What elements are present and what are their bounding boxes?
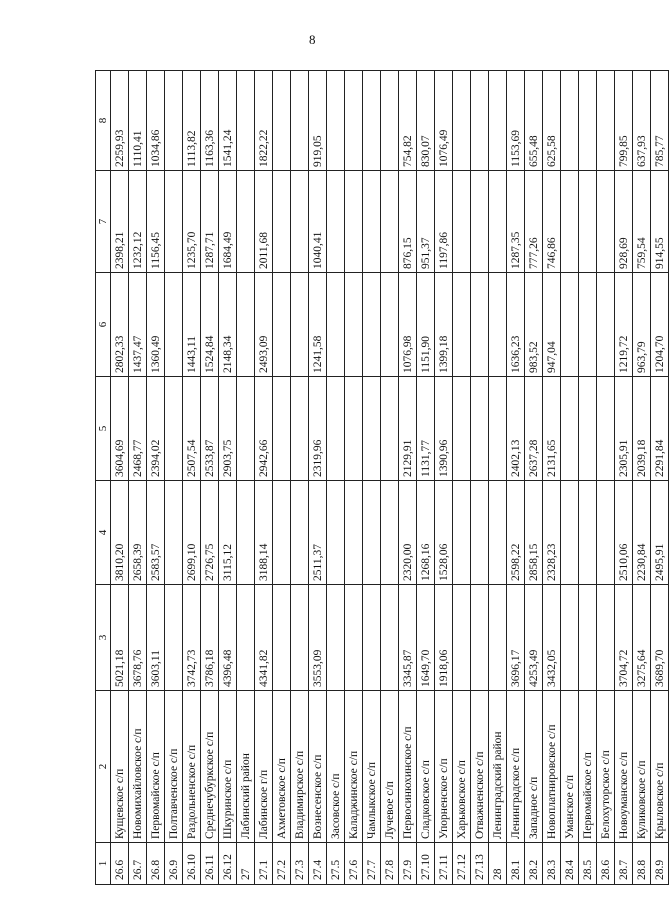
value-cell: 1437,47 (129, 273, 147, 377)
value-cell: 1040,41 (309, 171, 327, 273)
value-cell: 2699,10 (183, 481, 201, 585)
value-cell (561, 273, 579, 377)
value-cell (471, 377, 489, 481)
table-row (633, 71, 651, 885)
value-cell: 1360,49 (147, 273, 165, 377)
value-cell (327, 71, 345, 171)
value-cell (471, 71, 489, 171)
value-cell: 963,79 (633, 273, 651, 377)
table-row (201, 71, 219, 885)
value-cell: 2942,66 (255, 377, 273, 481)
value-cell: 2398,21 (111, 171, 129, 273)
header-cell: 7 (96, 171, 111, 273)
value-cell: 746,86 (543, 171, 561, 273)
value-cell (471, 585, 489, 691)
value-cell: 4253,49 (525, 585, 543, 691)
table-row (417, 71, 435, 885)
row-number-cell: 27.10 (417, 843, 435, 885)
table-row (543, 71, 561, 885)
value-cell: 2011,68 (255, 171, 273, 273)
value-cell: 4341,82 (255, 585, 273, 691)
value-cell: 1684,49 (219, 171, 237, 273)
value-cell (579, 171, 597, 273)
row-number-cell: 28.7 (615, 843, 633, 885)
table-row (615, 71, 633, 885)
value-cell: 785,77 (651, 71, 669, 171)
value-cell (453, 71, 471, 171)
settlement-name-cell: Шкуринское с/п (219, 691, 237, 843)
settlement-name-cell: Среднечубуркское с/п (201, 691, 219, 843)
value-cell: 3810,20 (111, 481, 129, 585)
value-cell (597, 481, 615, 585)
value-cell: 3115,12 (219, 481, 237, 585)
value-cell: 1399,18 (435, 273, 453, 377)
row-number-cell: 27.5 (327, 843, 345, 885)
value-cell (471, 481, 489, 585)
row-number-cell: 26.9 (165, 843, 183, 885)
value-cell: 928,69 (615, 171, 633, 273)
row-number-cell: 27.13 (471, 843, 489, 885)
value-cell: 2148,34 (219, 273, 237, 377)
settlement-name-cell: Новоплатнировское с/п (543, 691, 561, 843)
value-cell (165, 171, 183, 273)
value-cell: 2320,00 (399, 481, 417, 585)
value-cell: 1131,77 (417, 377, 435, 481)
value-cell: 2858,15 (525, 481, 543, 585)
value-cell (273, 71, 291, 171)
value-cell (453, 585, 471, 691)
settlement-name-cell: Чамлыкское с/п (363, 691, 381, 843)
header-cell: 5 (96, 377, 111, 481)
value-cell (363, 273, 381, 377)
row-number-cell: 27.2 (273, 843, 291, 885)
row-number-cell: 27.6 (345, 843, 363, 885)
value-cell (237, 585, 255, 691)
value-cell: 1219,72 (615, 273, 633, 377)
value-cell: 777,26 (525, 171, 543, 273)
page-number: 8 (309, 32, 316, 47)
value-cell: 1918,06 (435, 585, 453, 691)
value-cell: 1287,71 (201, 171, 219, 273)
value-cell (237, 377, 255, 481)
value-cell: 3704,72 (615, 585, 633, 691)
table-row (273, 71, 291, 885)
value-cell: 830,07 (417, 71, 435, 171)
value-cell: 1204,70 (651, 273, 669, 377)
row-number-cell: 27.1 (255, 843, 273, 885)
table-row (453, 71, 471, 885)
value-cell (291, 273, 309, 377)
value-cell (273, 273, 291, 377)
value-cell (165, 377, 183, 481)
value-cell: 1649,70 (417, 585, 435, 691)
row-number-cell: 26.10 (183, 843, 201, 885)
table-row (399, 71, 417, 885)
value-cell (363, 71, 381, 171)
value-cell: 3432,05 (543, 585, 561, 691)
value-cell: 1524,84 (201, 273, 219, 377)
value-cell (597, 585, 615, 691)
value-cell: 1822,22 (255, 71, 273, 171)
value-cell: 2533,87 (201, 377, 219, 481)
value-cell: 1241,58 (309, 273, 327, 377)
value-cell (345, 171, 363, 273)
value-cell: 1163,36 (201, 71, 219, 171)
value-cell: 2305,91 (615, 377, 633, 481)
value-cell (453, 273, 471, 377)
row-number-cell: 27.4 (309, 843, 327, 885)
table-row (129, 71, 147, 885)
value-cell: 2903,75 (219, 377, 237, 481)
value-cell (561, 71, 579, 171)
value-cell: 1034,86 (147, 71, 165, 171)
table-row (183, 71, 201, 885)
settlement-name-cell: Новомихайловское с/п (129, 691, 147, 843)
value-cell (561, 377, 579, 481)
value-cell (327, 273, 345, 377)
value-cell (381, 273, 399, 377)
row-number-cell: 28.1 (507, 843, 525, 885)
table-row (111, 71, 129, 885)
value-cell (363, 171, 381, 273)
value-cell (597, 71, 615, 171)
row-number-cell: 28.8 (633, 843, 651, 885)
row-number-cell: 28.3 (543, 843, 561, 885)
value-cell: 919,05 (309, 71, 327, 171)
value-cell: 1076,98 (399, 273, 417, 377)
value-cell: 3603,11 (147, 585, 165, 691)
value-cell (237, 171, 255, 273)
value-cell (561, 585, 579, 691)
settlement-name-cell: Ленинградский район (489, 691, 507, 843)
value-cell: 1076,49 (435, 71, 453, 171)
value-cell (291, 585, 309, 691)
value-cell: 2129,91 (399, 377, 417, 481)
value-cell: 947,04 (543, 273, 561, 377)
value-cell: 2131,65 (543, 377, 561, 481)
row-number-cell: 27.12 (453, 843, 471, 885)
table-row (579, 71, 597, 885)
header-cell: 1 (96, 843, 111, 885)
table-row (363, 71, 381, 885)
settlement-name-cell: Уманское с/п (561, 691, 579, 843)
settlement-name-cell: Упорненское с/п (435, 691, 453, 843)
table-row (471, 71, 489, 885)
row-number-cell: 26.7 (129, 843, 147, 885)
header-cell: 3 (96, 585, 111, 691)
value-cell (273, 481, 291, 585)
value-cell: 1636,23 (507, 273, 525, 377)
value-cell (453, 171, 471, 273)
value-cell: 3678,76 (129, 585, 147, 691)
value-cell: 2493,09 (255, 273, 273, 377)
value-cell (165, 273, 183, 377)
row-number-cell: 27.8 (381, 843, 399, 885)
settlement-name-cell: Первосинюхинское с/п (399, 691, 417, 843)
settlement-name-cell: Ахметовское с/п (273, 691, 291, 843)
value-cell (597, 377, 615, 481)
value-cell: 3275,64 (633, 585, 651, 691)
value-cell (471, 273, 489, 377)
value-cell (579, 71, 597, 171)
value-cell (453, 377, 471, 481)
row-number-cell: 26.8 (147, 843, 165, 885)
value-cell: 2658,39 (129, 481, 147, 585)
value-cell (291, 171, 309, 273)
value-cell (165, 481, 183, 585)
value-cell (489, 585, 507, 691)
value-cell: 2598,22 (507, 481, 525, 585)
settlement-name-cell: Отважненское с/п (471, 691, 489, 843)
header-cell: 4 (96, 481, 111, 585)
table-row (165, 71, 183, 885)
value-cell (489, 171, 507, 273)
value-cell (561, 481, 579, 585)
row-number-cell: 28.4 (561, 843, 579, 885)
settlement-name-cell: Раздольненское с/п (183, 691, 201, 843)
table-row (507, 71, 525, 885)
tariff-table (95, 70, 669, 885)
value-cell (327, 481, 345, 585)
table-row (345, 71, 363, 885)
table-row (327, 71, 345, 885)
table-row (561, 71, 579, 885)
row-number-cell: 27.3 (291, 843, 309, 885)
value-cell: 2319,96 (309, 377, 327, 481)
value-cell (471, 171, 489, 273)
table-row (309, 71, 327, 885)
value-cell: 2583,57 (147, 481, 165, 585)
value-cell (597, 273, 615, 377)
value-cell (327, 585, 345, 691)
value-cell (561, 171, 579, 273)
row-number-cell: 26.12 (219, 843, 237, 885)
value-cell: 1151,90 (417, 273, 435, 377)
value-cell: 1287,35 (507, 171, 525, 273)
value-cell (381, 481, 399, 585)
value-cell: 3188,14 (255, 481, 273, 585)
value-cell: 914,55 (651, 171, 669, 273)
row-number-cell: 28.2 (525, 843, 543, 885)
value-cell: 1541,24 (219, 71, 237, 171)
settlement-name-cell: Крыловское с/п (651, 691, 669, 843)
table-row (597, 71, 615, 885)
value-cell: 2726,75 (201, 481, 219, 585)
value-cell (579, 377, 597, 481)
value-cell: 625,58 (543, 71, 561, 171)
value-cell: 3786,18 (201, 585, 219, 691)
value-cell: 1153,69 (507, 71, 525, 171)
value-cell (237, 481, 255, 585)
value-cell: 1268,16 (417, 481, 435, 585)
value-cell: 2507,54 (183, 377, 201, 481)
value-cell: 2394,02 (147, 377, 165, 481)
value-cell: 759,54 (633, 171, 651, 273)
value-cell: 799,85 (615, 71, 633, 171)
value-cell: 3345,87 (399, 585, 417, 691)
value-cell (489, 273, 507, 377)
row-number-cell: 27 (237, 843, 255, 885)
table-row (291, 71, 309, 885)
table-row (237, 71, 255, 885)
settlement-name-cell: Лучевое с/п (381, 691, 399, 843)
value-cell (273, 585, 291, 691)
value-cell: 983,52 (525, 273, 543, 377)
settlement-name-cell: Харьковское с/п (453, 691, 471, 843)
table-row (489, 71, 507, 885)
row-number-cell: 27.11 (435, 843, 453, 885)
settlement-name-cell: Белохуторское с/п (597, 691, 615, 843)
value-cell (345, 71, 363, 171)
value-cell (165, 585, 183, 691)
settlement-name-cell: Лабинский район (237, 691, 255, 843)
settlement-name-cell: Владимирское с/п (291, 691, 309, 843)
value-cell: 2039,18 (633, 377, 651, 481)
settlement-name-cell: Полтавченское с/п (165, 691, 183, 843)
rotated-table-wrapper (95, 71, 666, 885)
value-cell: 2402,13 (507, 377, 525, 481)
header-cell: 6 (96, 273, 111, 377)
value-cell (273, 171, 291, 273)
value-cell: 2510,06 (615, 481, 633, 585)
value-cell: 2511,37 (309, 481, 327, 585)
value-cell (381, 171, 399, 273)
settlement-name-cell: Каладжинское с/п (345, 691, 363, 843)
value-cell: 2259,93 (111, 71, 129, 171)
row-number-cell: 26.6 (111, 843, 129, 885)
settlement-name-cell: Первомайское с/п (147, 691, 165, 843)
settlement-name-cell: Новоуманское с/п (615, 691, 633, 843)
row-number-cell: 27.9 (399, 843, 417, 885)
value-cell (363, 377, 381, 481)
value-cell: 3689,70 (651, 585, 669, 691)
value-cell (489, 377, 507, 481)
value-cell: 2328,23 (543, 481, 561, 585)
value-cell (345, 273, 363, 377)
settlement-name-cell: Лабинское г/п (255, 691, 273, 843)
value-cell: 4396,48 (219, 585, 237, 691)
value-cell: 1443,11 (183, 273, 201, 377)
value-cell: 2802,33 (111, 273, 129, 377)
value-cell: 1390,96 (435, 377, 453, 481)
table-row (525, 71, 543, 885)
value-cell (345, 377, 363, 481)
table-row (381, 71, 399, 885)
value-cell: 2468,77 (129, 377, 147, 481)
value-cell (363, 585, 381, 691)
value-cell: 3696,17 (507, 585, 525, 691)
value-cell (363, 481, 381, 585)
settlement-name-cell: Западное с/п (525, 691, 543, 843)
settlement-name-cell: Засовское с/п (327, 691, 345, 843)
value-cell: 951,37 (417, 171, 435, 273)
value-cell (579, 585, 597, 691)
header-cell: 8 (96, 71, 111, 171)
value-cell (597, 171, 615, 273)
value-cell: 876,15 (399, 171, 417, 273)
value-cell (291, 71, 309, 171)
value-cell: 3553,09 (309, 585, 327, 691)
value-cell: 1232,12 (129, 171, 147, 273)
table-row (147, 71, 165, 885)
table-row (255, 71, 273, 885)
row-number-cell: 28.6 (597, 843, 615, 885)
value-cell: 2230,84 (633, 481, 651, 585)
value-cell: 1110,41 (129, 71, 147, 171)
value-cell (453, 481, 471, 585)
table-row (435, 71, 453, 885)
value-cell: 754,82 (399, 71, 417, 171)
value-cell: 2291,84 (651, 377, 669, 481)
value-cell (345, 585, 363, 691)
value-cell (273, 377, 291, 481)
value-cell: 637,93 (633, 71, 651, 171)
settlement-name-cell: Кущевское с/п (111, 691, 129, 843)
value-cell (291, 481, 309, 585)
value-cell (579, 273, 597, 377)
value-cell: 3742,73 (183, 585, 201, 691)
value-cell: 1528,06 (435, 481, 453, 585)
row-number-cell: 26.11 (201, 843, 219, 885)
value-cell: 5021,18 (111, 585, 129, 691)
value-cell: 3604,69 (111, 377, 129, 481)
settlement-name-cell: Куликовское с/п (633, 691, 651, 843)
header-row (96, 71, 111, 885)
row-number-cell: 28 (489, 843, 507, 885)
row-number-cell: 28.5 (579, 843, 597, 885)
value-cell (237, 273, 255, 377)
table-row (219, 71, 237, 885)
value-cell (327, 377, 345, 481)
value-cell (345, 481, 363, 585)
value-cell (381, 585, 399, 691)
value-cell: 1197,86 (435, 171, 453, 273)
header-cell: 2 (96, 691, 111, 843)
row-number-cell: 27.7 (363, 843, 381, 885)
settlement-name-cell: Вознесенское с/п (309, 691, 327, 843)
value-cell: 1113,82 (183, 71, 201, 171)
row-number-cell: 28.9 (651, 843, 669, 885)
value-cell (381, 377, 399, 481)
table-row (651, 71, 669, 885)
value-cell: 2495,91 (651, 481, 669, 585)
value-cell: 655,48 (525, 71, 543, 171)
value-cell: 2637,28 (525, 377, 543, 481)
settlement-name-cell: Сладковское с/п (417, 691, 435, 843)
value-cell: 1235,70 (183, 171, 201, 273)
value-cell (237, 71, 255, 171)
settlement-name-cell: Первомайское с/п (579, 691, 597, 843)
value-cell (327, 171, 345, 273)
value-cell (381, 71, 399, 171)
value-cell: 1156,45 (147, 171, 165, 273)
value-cell (489, 71, 507, 171)
value-cell (489, 481, 507, 585)
value-cell (291, 377, 309, 481)
value-cell (165, 71, 183, 171)
settlement-name-cell: Ленинградское с/п (507, 691, 525, 843)
value-cell (579, 481, 597, 585)
